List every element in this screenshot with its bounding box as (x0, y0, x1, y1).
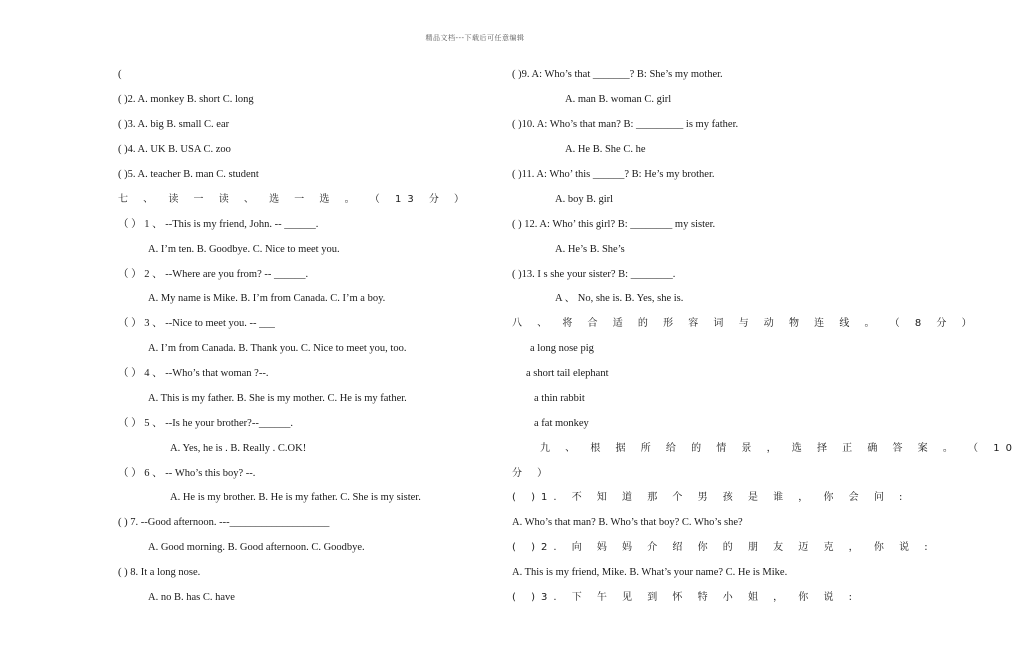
page-header: 精品文档---下载后可任意编辑 (425, 34, 525, 42)
match-item-2: a short tail elephant (526, 368, 609, 379)
section-7-title: 七 、 读 一 读 、 选 一 选 。 （ 13 分 ） (118, 194, 471, 205)
section-9-title: 九 、 根 据 所 给 的 情 景 ， 选 择 正 确 答 案 。 （ 10 (540, 443, 1018, 454)
right-line-2: ( )10. A: Who’s that man? B: _________ is my father. (512, 119, 739, 130)
left-line-14: （ ） 5 、 --Is he your brother?--______. (118, 418, 293, 429)
left-line-8: （ ） 2 、 --Where are you from? -- ______. (118, 269, 309, 280)
right-line-17: ( )1. 不 知 道 那 个 男 孩 是 谁 ， 你 会 问 : (512, 492, 909, 503)
section-9-title-cont: 分 ） (512, 468, 554, 479)
section-8-title: 八 、 将 合 适 的 形 容 词 与 动 物 连 线 。 （ 8 分 ） (512, 318, 978, 329)
left-line-13: A. This is my father. B. She is my mother. C. He is my father. (148, 393, 407, 404)
right-line-21: ( )3. 下 午 见 到 怀 特 小 姐 ， 你 说 : (512, 592, 859, 603)
right-line-7: A. He’s B. She’s (555, 244, 625, 255)
left-line-12: （ ） 4 、 --Who’s that woman ?--. (118, 368, 269, 379)
match-item-4: a fat monkey (534, 418, 589, 429)
left-line-0: ( (118, 69, 122, 80)
left-line-2: ( )3. A. big B. small C. ear (118, 119, 230, 130)
left-line-16: （ ） 6 、 -- Who’s this boy? --. (118, 468, 256, 479)
left-line-18: ( ) 7. --Good afternoon. ---___________________ (118, 517, 330, 528)
right-line-4: ( )11. A: Who’ this ______? B: He’s my brother. (512, 169, 715, 180)
left-line-21: A. no B. has C. have (148, 592, 235, 603)
right-line-20: A. This is my friend, Mike. B. What’s your name? C. He is Mike. (512, 567, 788, 578)
left-line-20: ( ) 8. It a long nose. (118, 567, 201, 578)
left-line-7: A. I’m ten. B. Goodbye. C. Nice to meet you. (148, 244, 340, 255)
left-line-11: A. I’m from Canada. B. Thank you. C. Nice to meet you, too. (148, 343, 407, 354)
left-line-19: A. Good morning. B. Good afternoon. C. Goodbye. (148, 542, 365, 553)
left-line-15: A. Yes, he is . B. Really . C.OK! (170, 443, 307, 454)
left-line-4: ( )5. A. teacher B. man C. student (118, 169, 259, 180)
left-line-10: （ ） 3 、 --Nice to meet you. -- ___ (118, 318, 275, 329)
right-line-5: A. boy B. girl (555, 194, 614, 205)
right-line-0: ( )9. A: Who’s that _______? B: She’s my mother. (512, 69, 723, 80)
right-line-18: A. Who’s that man? B. Who’s that boy? C. Who’s she? (512, 517, 743, 528)
left-line-3: ( )4. A. UK B. USA C. zoo (118, 144, 231, 155)
right-line-8: ( )13. I s she your sister? B: ________. (512, 269, 676, 280)
right-line-19: ( )2. 向 妈 妈 介 绍 你 的 朋 友 迈 克 ， 你 说 : (512, 542, 934, 553)
match-item-1: a long nose pig (530, 343, 594, 354)
right-line-6: ( ) 12. A: Who’ this girl? B: ________ my sister. (512, 219, 716, 230)
left-line-1: ( )2. A. monkey B. short C. long (118, 94, 254, 105)
right-line-9: A 、 No, she is. B. Yes, she is. (555, 293, 684, 304)
left-line-6: （ ） 1 、 --This is my friend, John. -- ______. (118, 219, 319, 230)
match-item-3: a thin rabbit (534, 393, 585, 404)
left-line-9: A. My name is Mike. B. I’m from Canada. C. I’m a boy. (148, 293, 386, 304)
left-line-17: A. He is my brother. B. He is my father. C. She is my sister. (170, 492, 421, 503)
right-line-1: A. man B. woman C. girl (565, 94, 672, 105)
right-line-3: A. He B. She C. he (565, 144, 646, 155)
